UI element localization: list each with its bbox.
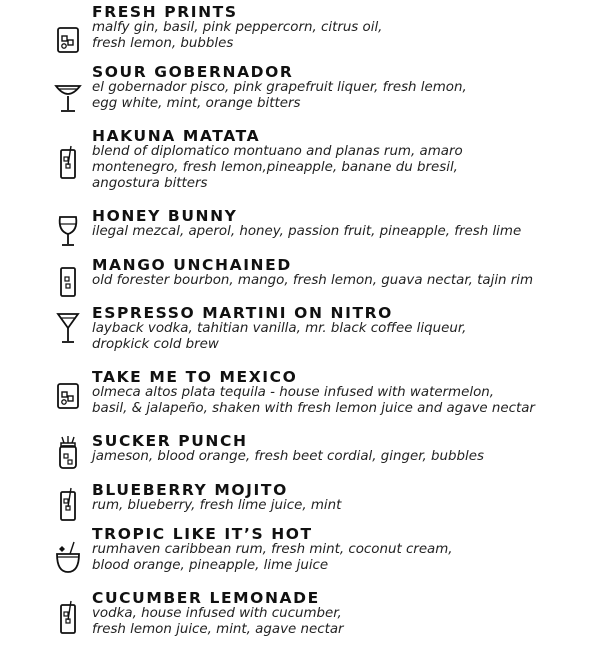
cocktail-description bbox=[92, 542, 592, 574]
description-line: layback vodka, tahitian vanilla, mr. black coffee liqueur, bbox=[92, 321, 467, 336]
cocktail-name: MANGO UNCHAINED bbox=[92, 256, 292, 274]
cocktail-name: TROPIC LIKE IT’S HOT bbox=[92, 525, 313, 543]
cocktail-name: SUCKER PUNCH bbox=[92, 432, 248, 450]
description-line: ilegal mezcal, aperol, honey, passion fruit, pineapple, fresh lime bbox=[92, 224, 522, 239]
highball-glass-icon bbox=[52, 600, 84, 636]
cocktail-name: SOUR GOBERNADOR bbox=[92, 63, 294, 81]
cocktail-description bbox=[92, 224, 592, 240]
description-line: basil, & jalapeño, shaken with fresh lemon juice and agave nectar bbox=[92, 401, 535, 416]
description-line: vodka, house infused with cucumber, bbox=[92, 606, 342, 621]
highball-glass-icon bbox=[52, 487, 84, 523]
rocks-glass-icon bbox=[52, 22, 84, 58]
cocktail-description bbox=[92, 385, 592, 417]
description-line: blend of diplomatico montuano and planas rum, amaro bbox=[92, 144, 463, 159]
description-line: fresh lemon, bubbles bbox=[92, 36, 234, 51]
description-line: olmeca altos plata tequila - house infused with watermelon, bbox=[92, 385, 495, 400]
cocktail-description bbox=[92, 273, 592, 289]
cocktail-name: HAKUNA MATATA bbox=[92, 127, 261, 145]
description-line: old forester bourbon, mango, fresh lemon, guava nectar, tajin rim bbox=[92, 273, 534, 288]
description-line: dropkick cold brew bbox=[92, 337, 219, 352]
description-line: jameson, blood orange, fresh beet cordial, ginger, bubbles bbox=[92, 449, 484, 464]
cocktail-description bbox=[92, 20, 592, 52]
cocktail-description bbox=[92, 144, 592, 192]
coconut-cup-icon bbox=[52, 540, 84, 576]
cocktail-name: HONEY BUNNY bbox=[92, 207, 238, 225]
mason-jar-icon bbox=[52, 435, 84, 471]
cocktail-name: FRESH PRINTS bbox=[92, 3, 238, 21]
wine-glass-icon bbox=[52, 213, 84, 249]
description-line: montenegro, fresh lemon,pineapple, banane du bresil, bbox=[92, 160, 458, 175]
coupe-glass-icon bbox=[52, 80, 84, 116]
description-line: rumhaven caribbean rum, fresh mint, coconut cream, bbox=[92, 542, 453, 557]
cocktail-description bbox=[92, 321, 592, 353]
description-line: egg white, mint, orange bitters bbox=[92, 96, 301, 111]
cocktail-name: ESPRESSO MARTINI ON NITRO bbox=[92, 304, 393, 322]
cocktail-description bbox=[92, 498, 592, 514]
description-line: fresh lemon juice, mint, agave nectar bbox=[92, 622, 344, 637]
cocktail-description bbox=[92, 449, 592, 465]
description-line: blood orange, pineapple, lime juice bbox=[92, 558, 329, 573]
martini-glass-icon bbox=[52, 310, 84, 346]
description-line: el gobernador pisco, pink grapefruit liquer, fresh lemon, bbox=[92, 80, 467, 95]
cocktail-name: BLUEBERRY MOJITO bbox=[92, 481, 288, 499]
cocktail-name: CUCUMBER LEMONADE bbox=[92, 589, 320, 607]
description-line: rum, blueberry, fresh lime juice, mint bbox=[92, 498, 342, 513]
cocktail-description bbox=[92, 80, 592, 112]
short-glass-icon bbox=[52, 264, 84, 300]
cocktail-description bbox=[92, 606, 592, 638]
description-line: angostura bitters bbox=[92, 176, 208, 191]
rocks-glass-icon bbox=[52, 378, 84, 414]
description-line: malfy gin, basil, pink peppercorn, citrus oil, bbox=[92, 20, 383, 35]
cocktail-name: TAKE ME TO MEXICO bbox=[92, 368, 298, 386]
highball-glass-icon bbox=[52, 145, 84, 181]
